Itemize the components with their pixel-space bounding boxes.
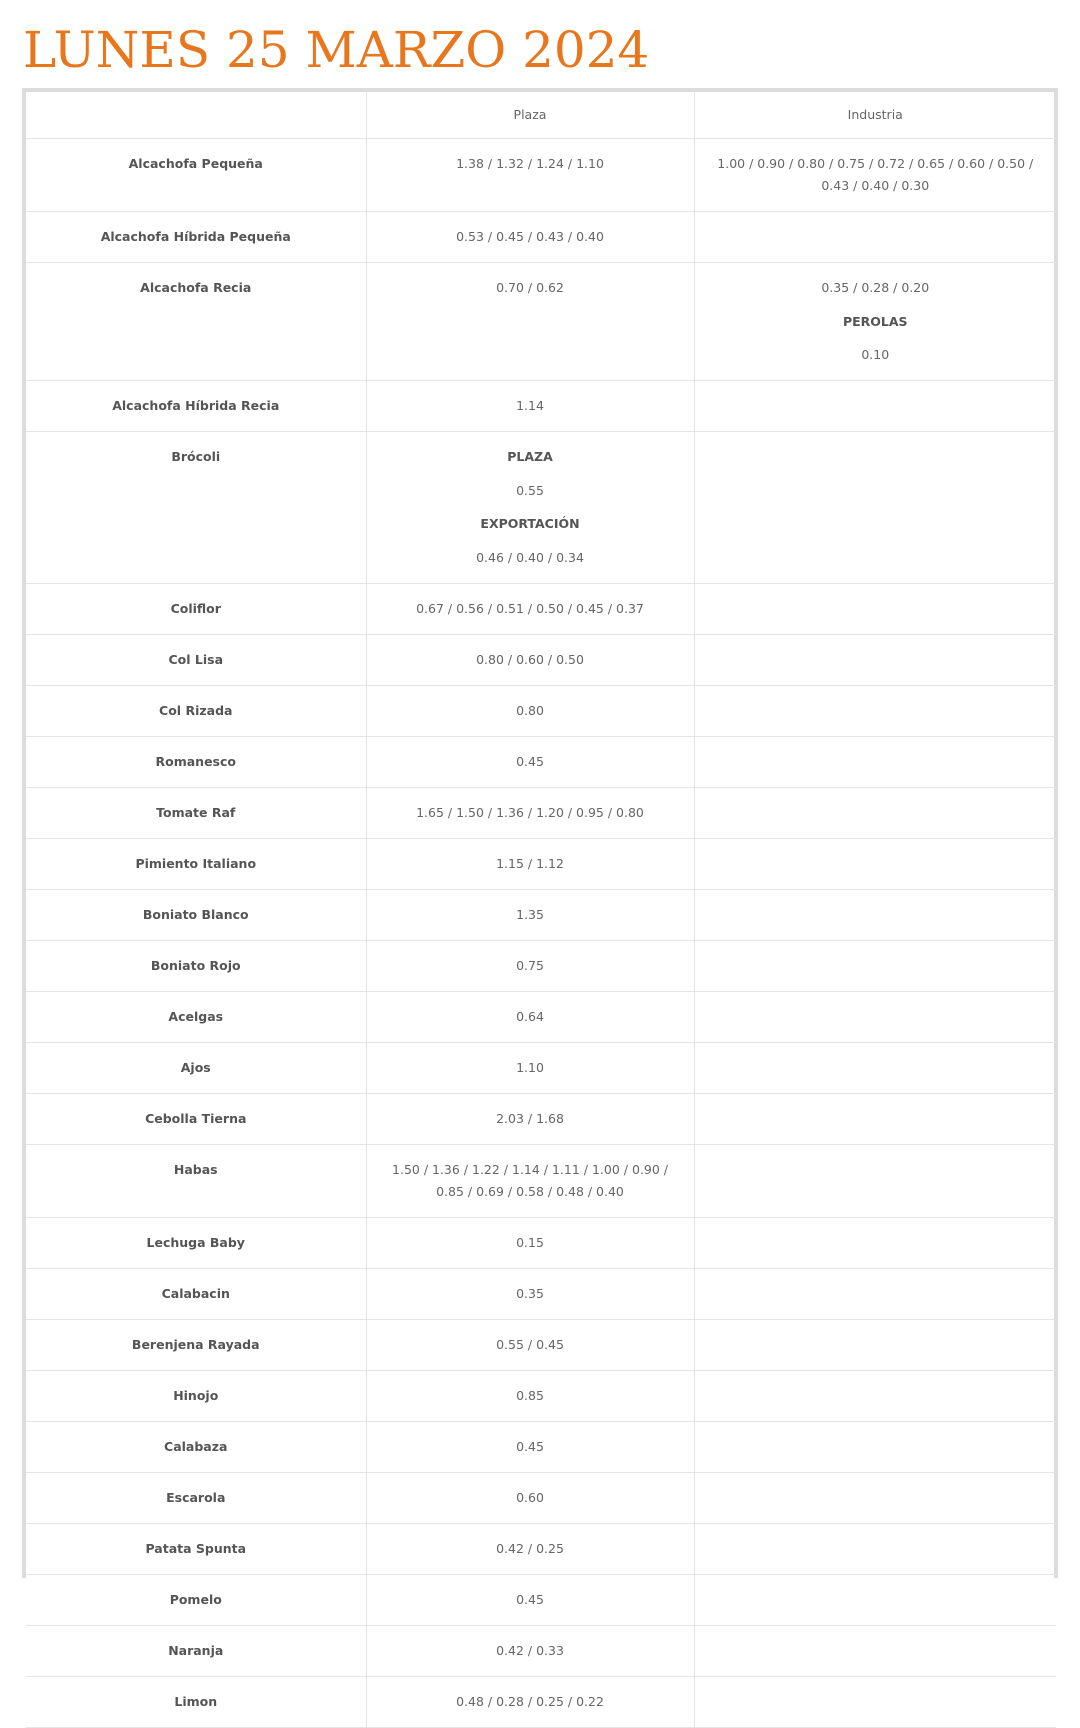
table-row <box>26 212 1056 263</box>
header-industria: Industria <box>694 92 1056 139</box>
product-name: Acelgas <box>26 991 366 1042</box>
industria-price <box>694 1472 1056 1523</box>
plaza-value: 0.48 / 0.28 / 0.25 / 0.22 <box>456 1693 604 1709</box>
plaza-value: 1.10 <box>516 1059 544 1075</box>
table-row <box>26 432 1056 584</box>
product-name: Col Rizada <box>26 685 366 736</box>
product-name: Tomate Raf <box>26 787 366 838</box>
industria-price <box>694 432 1056 584</box>
industria-price <box>694 1625 1056 1676</box>
product-name: Boniato Blanco <box>26 889 366 940</box>
industria-subvalue: 0.10 <box>861 347 890 362</box>
product-name: Hinojo <box>26 1370 366 1421</box>
table-row <box>26 1042 1056 1093</box>
plaza-value: 0.42 / 0.33 <box>496 1642 564 1658</box>
table-row <box>26 736 1056 787</box>
plaza-value: 1.15 / 1.12 <box>496 855 564 871</box>
plaza-price <box>366 787 694 838</box>
plaza-value: 0.70 / 0.62 <box>496 280 564 295</box>
table-row <box>26 685 1056 736</box>
plaza-price <box>366 1421 694 1472</box>
plaza-price <box>366 1319 694 1370</box>
product-name: Calabacin <box>26 1268 366 1319</box>
plaza-value: 0.80 / 0.60 / 0.50 <box>476 651 584 667</box>
industria-price <box>694 381 1056 432</box>
industria-value: 0.35 / 0.28 / 0.20 <box>821 280 930 295</box>
plaza-price <box>366 1574 694 1625</box>
plaza-value: 0.64 <box>516 1008 544 1024</box>
table-row <box>26 940 1056 991</box>
plaza-price <box>366 139 694 212</box>
table-row <box>26 787 1056 838</box>
product-name: Habas <box>26 1144 366 1217</box>
industria-price <box>694 583 1056 634</box>
industria-price <box>694 139 1056 212</box>
table-row <box>26 583 1056 634</box>
product-name: Boniato Rojo <box>26 940 366 991</box>
plaza-value: 1.14 <box>516 398 544 413</box>
product-name: Calabaza <box>26 1421 366 1472</box>
plaza-subvalue: 0.55 <box>516 482 544 498</box>
plaza-price <box>366 1676 694 1727</box>
product-name: Patata Spunta <box>26 1523 366 1574</box>
table-row <box>26 381 1056 432</box>
plaza-value: 0.75 <box>516 957 544 973</box>
plaza-price <box>366 1370 694 1421</box>
plaza-value: 1.35 <box>516 906 544 922</box>
page-title: LUNES 25 MARZO 2024 <box>23 21 650 79</box>
industria-price <box>694 736 1056 787</box>
plaza-value: 1.65 / 1.50 / 1.36 / 1.20 / 0.95 / 0.80 <box>416 804 644 820</box>
table-row <box>26 139 1056 212</box>
plaza-price <box>366 432 694 584</box>
plaza-price <box>366 583 694 634</box>
product-name: Pomelo <box>26 1574 366 1625</box>
plaza-price <box>366 1523 694 1574</box>
table-row <box>26 1574 1056 1625</box>
product-name: Pimiento Italiano <box>26 838 366 889</box>
product-name: Cebolla Tierna <box>26 1093 366 1144</box>
plaza-price <box>366 1093 694 1144</box>
plaza-price <box>366 889 694 940</box>
plaza-value: 0.45 <box>516 1438 544 1454</box>
plaza-price <box>366 381 694 432</box>
industria-price <box>694 1523 1056 1574</box>
product-name: Col Lisa <box>26 634 366 685</box>
price-table-frame <box>22 88 1058 1709</box>
plaza-value: 0.55 / 0.45 <box>496 1336 564 1352</box>
industria-sublabel: PEROLAS <box>842 313 908 329</box>
industria-price <box>694 1370 1056 1421</box>
product-name: Limon <box>26 1676 366 1727</box>
table-row <box>26 1217 1056 1268</box>
product-name: Lechuga Baby <box>26 1217 366 1268</box>
table-row <box>26 1676 1056 1727</box>
plaza-value: 0.45 <box>516 1591 544 1607</box>
industria-price <box>694 940 1056 991</box>
product-name: Coliflor <box>26 583 366 634</box>
plaza-value: 0.42 / 0.25 <box>496 1540 564 1556</box>
plaza-price <box>366 1042 694 1093</box>
industria-price <box>694 1042 1056 1093</box>
product-name: Brócoli <box>26 432 366 584</box>
header-product <box>26 92 366 139</box>
plaza-price <box>366 940 694 991</box>
table-row <box>26 1421 1056 1472</box>
price-table <box>26 92 1056 1728</box>
table-header-row <box>26 92 1056 139</box>
product-name: Alcachofa Híbrida Pequeña <box>26 212 366 263</box>
industria-price <box>694 1676 1056 1727</box>
product-name: Escarola <box>26 1472 366 1523</box>
industria-price <box>694 1574 1056 1625</box>
plaza-value: 0.15 <box>516 1234 544 1250</box>
plaza-value: 0.80 <box>516 702 544 718</box>
table-row <box>26 889 1056 940</box>
header-plaza: Plaza <box>366 92 694 139</box>
product-name: Naranja <box>26 1625 366 1676</box>
industria-price <box>694 991 1056 1042</box>
industria-price <box>694 263 1056 381</box>
product-name: Alcachofa Pequeña <box>26 139 366 212</box>
table-row <box>26 634 1056 685</box>
table-row <box>26 1144 1056 1217</box>
plaza-value: 0.67 / 0.56 / 0.51 / 0.50 / 0.45 / 0.37 <box>416 600 644 616</box>
table-row <box>26 1370 1056 1421</box>
table-row <box>26 263 1056 381</box>
table-row <box>26 991 1056 1042</box>
plaza-price <box>366 634 694 685</box>
product-name: Romanesco <box>26 736 366 787</box>
product-name: Alcachofa Recia <box>26 263 366 381</box>
industria-price <box>694 1268 1056 1319</box>
industria-price <box>694 787 1056 838</box>
table-row <box>26 838 1056 889</box>
industria-price <box>694 1144 1056 1217</box>
plaza-price <box>366 1472 694 1523</box>
plaza-value: 0.85 <box>516 1387 544 1403</box>
industria-price <box>694 212 1056 263</box>
plaza-price <box>366 1268 694 1319</box>
industria-price <box>694 889 1056 940</box>
plaza-price <box>366 1625 694 1676</box>
plaza-value: 0.45 <box>516 753 544 769</box>
plaza-value: 0.60 <box>516 1489 544 1505</box>
table-row <box>26 1472 1056 1523</box>
plaza-subvalue: 0.46 / 0.40 / 0.34 <box>476 549 584 565</box>
plaza-sublabel: PLAZA <box>507 449 553 464</box>
product-name: Ajos <box>26 1042 366 1093</box>
product-name: Alcachofa Híbrida Recia <box>26 381 366 432</box>
industria-price <box>694 685 1056 736</box>
plaza-price <box>366 991 694 1042</box>
plaza-price <box>366 736 694 787</box>
table-row <box>26 1523 1056 1574</box>
table-row <box>26 1268 1056 1319</box>
industria-price <box>694 838 1056 889</box>
plaza-value: 0.35 <box>516 1285 544 1301</box>
plaza-sublabel: EXPORTACIÓN <box>480 516 580 531</box>
plaza-price <box>366 685 694 736</box>
table-row <box>26 1625 1056 1676</box>
industria-price <box>694 1217 1056 1268</box>
plaza-price <box>366 1217 694 1268</box>
table-row <box>26 1319 1056 1370</box>
table-row <box>26 1093 1056 1144</box>
industria-price <box>694 1319 1056 1370</box>
product-name: Berenjena Rayada <box>26 1319 366 1370</box>
industria-price <box>694 634 1056 685</box>
plaza-value: 1.50 / 1.36 / 1.22 / 1.14 / 1.11 / 1.00 / 0.90 / 0.85 / 0.69 / 0.58 / 0.48 / 0.40 <box>392 1161 668 1199</box>
industria-price <box>694 1421 1056 1472</box>
plaza-price <box>366 263 694 381</box>
industria-price <box>694 1093 1056 1144</box>
industria-value: 1.00 / 0.90 / 0.80 / 0.75 / 0.72 / 0.65 / 0.60 / 0.50 / 0.43 / 0.40 / 0.30 <box>717 156 1034 193</box>
plaza-price <box>366 838 694 889</box>
plaza-price <box>366 212 694 263</box>
plaza-price <box>366 1144 694 1217</box>
plaza-value: 2.03 / 1.68 <box>496 1110 564 1126</box>
plaza-value: 1.38 / 1.32 / 1.24 / 1.10 <box>456 156 604 171</box>
plaza-value: 0.53 / 0.45 / 0.43 / 0.40 <box>456 229 604 244</box>
